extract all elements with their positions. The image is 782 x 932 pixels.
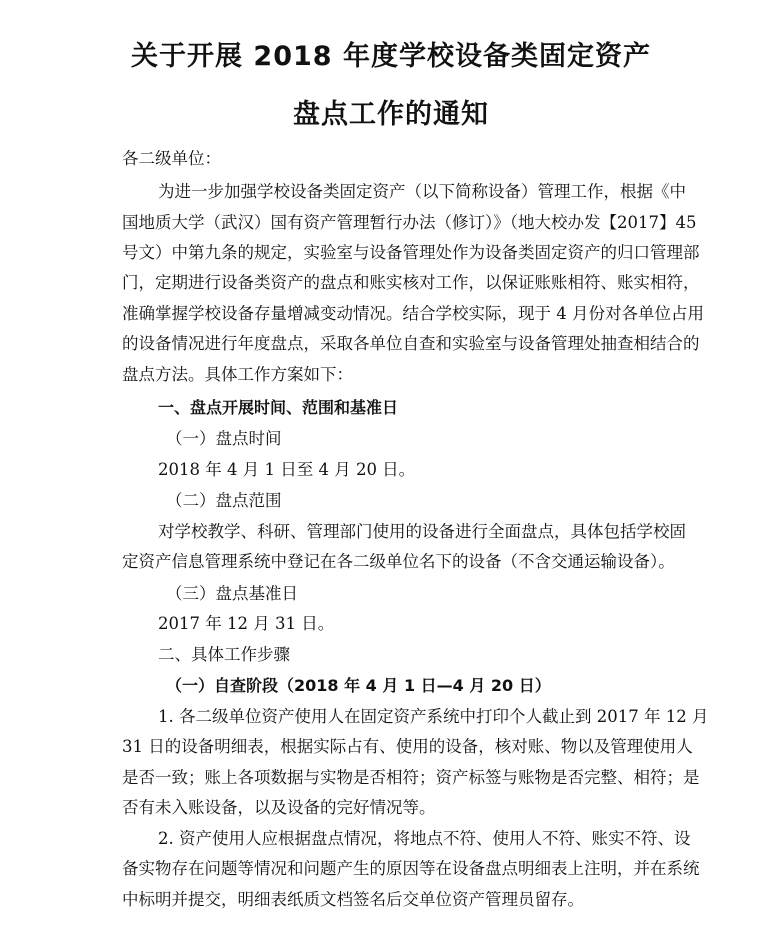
section-2-sub-1-heading: （一）自查阶段（2018 年 4 月 1 日—4 月 20 日） — [166, 676, 551, 695]
intro-line: 的设备情况进行年度盘点，采取各单位自查和实验室与设备管理处抽查相结合的 — [122, 334, 700, 353]
intro-line: 为进一步加强学校设备类固定资产（以下简称设备）管理工作，根据《中 — [158, 182, 686, 201]
intro-line: 盘点方法。具体工作方案如下： — [122, 365, 353, 384]
section-1-heading: 一、盘点开展时间、范围和基准日 — [158, 398, 399, 417]
section-1-sub-3-text: 2017 年 12 月 31 日。 — [158, 614, 335, 633]
section-1-sub-1-text: 2018 年 4 月 1 日至 4 月 20 日。 — [158, 460, 416, 479]
step-1-line: 1. 各二级单位资产使用人在固定资产系统中打印个人截止到 2017 年 12 月 — [158, 707, 709, 726]
document-title-line-1: 关于开展 2018 年度学校设备类固定资产 — [131, 41, 651, 72]
section-1-sub-1-heading: （一）盘点时间 — [166, 429, 282, 448]
step-2-line: 备实物存在问题等情况和问题产生的原因等在设备盘点明细表上注明，并在系统 — [122, 859, 700, 878]
section-1-sub-3-heading: （三）盘点基准日 — [166, 584, 298, 603]
intro-line: 准确掌握学校设备存量增减变动情况。结合学校实际，现于 4 月份对各单位占用 — [122, 304, 704, 323]
section-2-heading: 二、具体工作步骤 — [158, 645, 290, 664]
section-1-sub-2-heading: （二）盘点范围 — [166, 491, 282, 510]
salutation: 各二级单位： — [122, 149, 221, 168]
intro-line: 号文）中第九条的规定，实验室与设备管理处作为设备类固定资产的归口管理部 — [122, 243, 700, 262]
step-2-line: 2. 资产使用人应根据盘点情况，将地点不符、使用人不符、账实不符、设 — [158, 829, 691, 848]
document-title-line-2: 盘点工作的通知 — [293, 99, 489, 130]
step-1-line: 否有未入账设备，以及设备的完好情况等。 — [122, 798, 436, 817]
step-2-line: 中标明并提交，明细表纸质文档签名后交单位资产管理员留存。 — [122, 890, 584, 909]
section-1-sub-2-text: 对学校教学、科研、管理部门使用的设备进行全面盘点，具体包括学校固 — [158, 522, 686, 541]
section-1-sub-2-text: 定资产信息管理系统中登记在各二级单位名下的设备（不含交通运输设备）。 — [122, 552, 675, 571]
intro-line: 国地质大学（武汉）国有资产管理暂行办法（修订）》（地大校办发【2017】45 — [122, 213, 697, 232]
intro-line: 门，定期进行设备类资产的盘点和账实核对工作，以保证账账相符、账实相符， — [122, 273, 700, 292]
step-1-line: 31 日的设备明细表，根据实际占有、使用的设备，核对账、物以及管理使用人 — [122, 737, 693, 756]
step-1-line: 是否一致；账上各项数据与实物是否相符；资产标签与账物是否完整、相符；是 — [122, 768, 700, 787]
